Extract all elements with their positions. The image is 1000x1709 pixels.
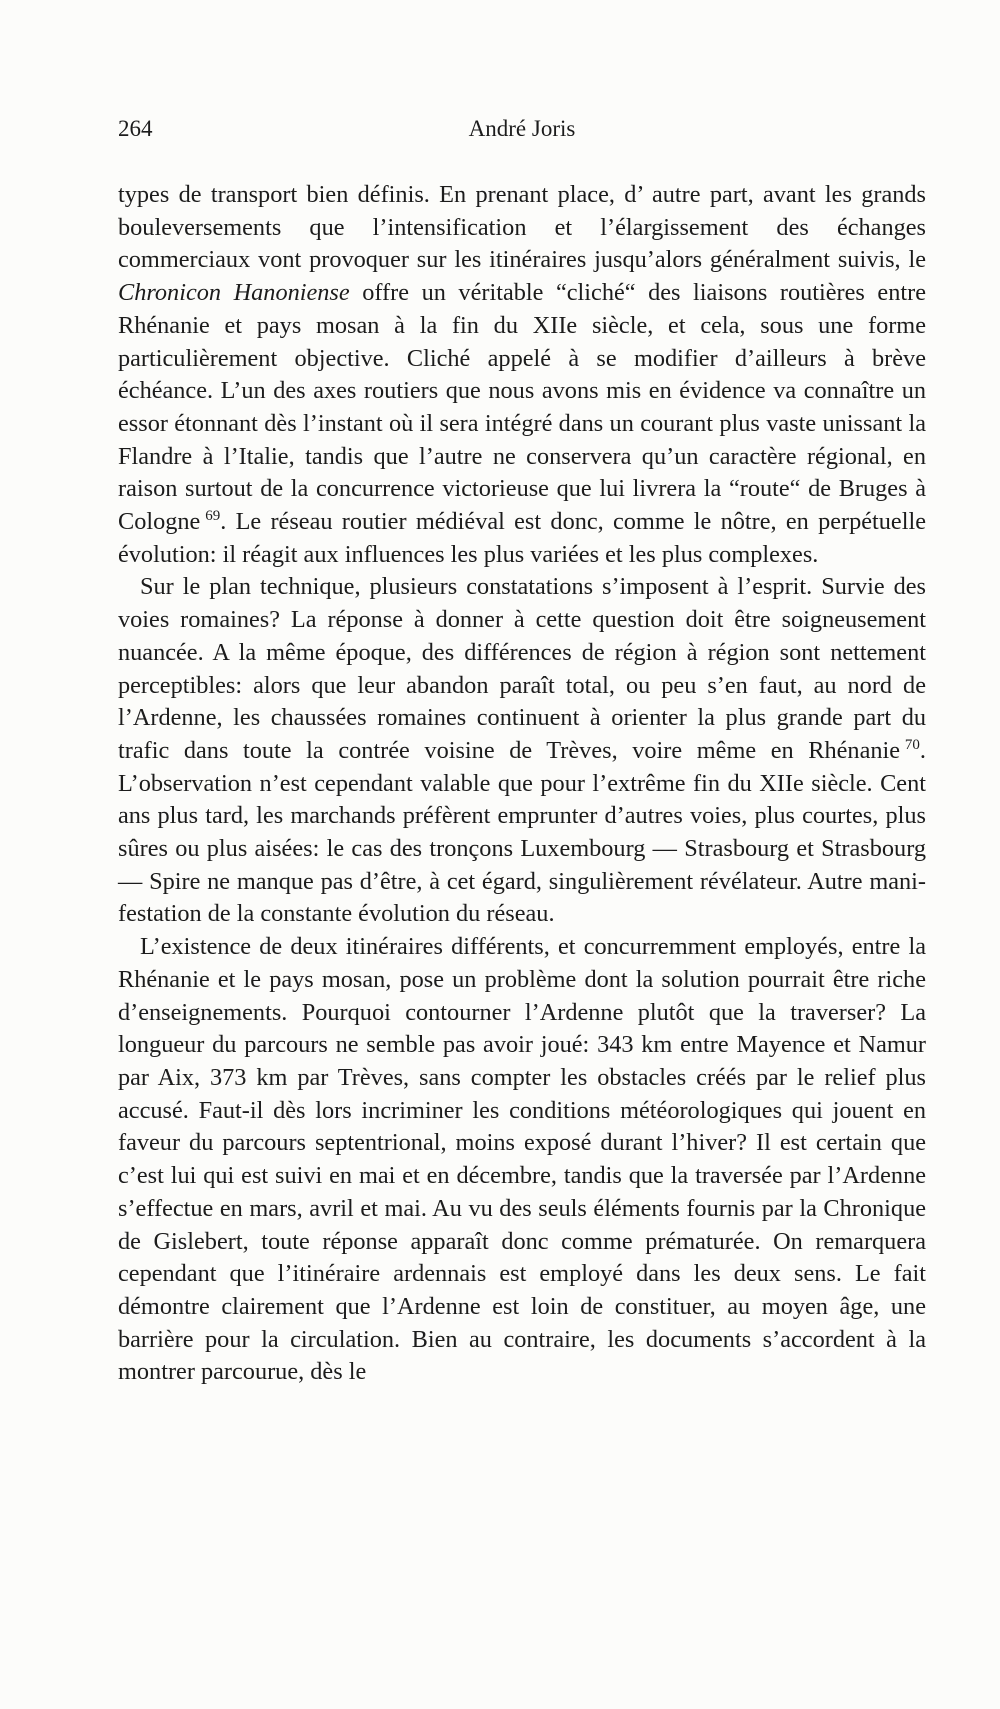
paragraph-1-text-a: types de transport bien définis. En prenant place, d’ autre part, avant les grands bouleversements que l’intensification et l’élargissement des échanges commerciaux vont provoquer sur les itinéraires jusqu’alors généralment suivis, le	[118, 181, 926, 274]
book-page	[118, 0, 926, 1709]
page-number: 264	[118, 116, 153, 141]
paragraph-3-text: L’existence de deux itinéraires différents, et concurremment employés, entre la Rhénanie et le pays mosan, pose un problème dont la solution pourrait être riche d’enseignements. Pourquoi contourner l’Ardenne plutôt que la traverser? La longueur du parcours ne semble pas avoir joué: 343 km entre Mayence et Namur par Aix, 373 km par Trèves, sans compter les obstacles créés par le relief plus accusé. Faut-il dès lors incriminer les conditions météorologiques qui jouent en faveur du parcours septentrional, moins exposé durant l’hiver? Il est certain que c’est lui qui est suivi en mai et en décembre, tandis que la traversée par l’Ardenne s’effectue en mars, avril et mai. Au vu des seuls éléments fournis par la Chronique de Gislebert, toute réponse apparaît donc comme prématurée. On remarquera cependant que l’itinéraire ardennais est employé dans les deux sens. Le fait démontre clairement que l’Ardenne est loin de constituer, au moyen âge, une barrière pour la circulation. Bien au contraire, les documents s’accordent à la montrer parcourue, dès le	[118, 933, 926, 1386]
paragraph-1-text-b: offre un véritable “cliché“ des liaisons routières entre Rhénanie et pays mosan à la fin du XIIe siècle, et cela, sous une forme particulièrement objective. Cliché appelé à se modifier d’ailleurs à brève échéance. L’un des axes routiers que nous avons mis en évidence va connaître un essor étonnant dès l’instant où il sera intégré dans un courant plus vaste unissant la Flandre à l’Italie, tandis que l’autre ne conservera qu’un caractère régional, en raison surtout de la concurrence victorieuse que lui livrera la “route“ de Bruges à Cologne	[118, 279, 926, 536]
paragraph-2	[118, 571, 926, 931]
paragraph-2-text-a: Sur le plan technique, plusieurs constatations s’imposent à l’esprit. Survie des voies romaines? La réponse à donner à cette question doit être soigneusement nuancée. A la même époque, des différences de région à région sont nettement perceptibles: alors que leur abandon paraît total, ou peu s’en faut, au nord de l’Ardenne, les chaussées romaines continuent à orienter la plus grande part du trafic dans toute la contrée voisine de Trèves, voire même en Rhénanie	[118, 573, 926, 764]
body-text	[118, 179, 926, 1389]
footnote-ref-69[interactable]: 69	[205, 507, 221, 524]
paragraph-2-text-b: . L’observation n’est cependant valable que pour l’extrême fin du XIIe siècle. Cent ans plus tard, les marchands préfèrent emprunter d’autres voies, plus courtes, plus sûres ou plus aisées: le cas des tronçons Luxembourg — Strasbourg et Strasbourg — Spire ne manque pas d’être, à cet égard, singulièrement révélateur. Autre manifestation de la constante évolution du réseau.	[118, 736, 926, 928]
running-head-author: André Joris	[468, 116, 576, 141]
paragraph-1-text-c: . Le réseau routier médiéval est donc, comme le nôtre, en perpétuelle évolution: il réagit aux influences les plus variées et les plus complexes.	[118, 508, 926, 568]
footnote-ref-70[interactable]: 70	[904, 736, 920, 753]
page-header	[118, 116, 926, 156]
paragraph-1	[118, 179, 926, 571]
paragraph-3	[118, 931, 926, 1389]
chronicon-title: Chronicon Hanoniense	[118, 279, 350, 307]
